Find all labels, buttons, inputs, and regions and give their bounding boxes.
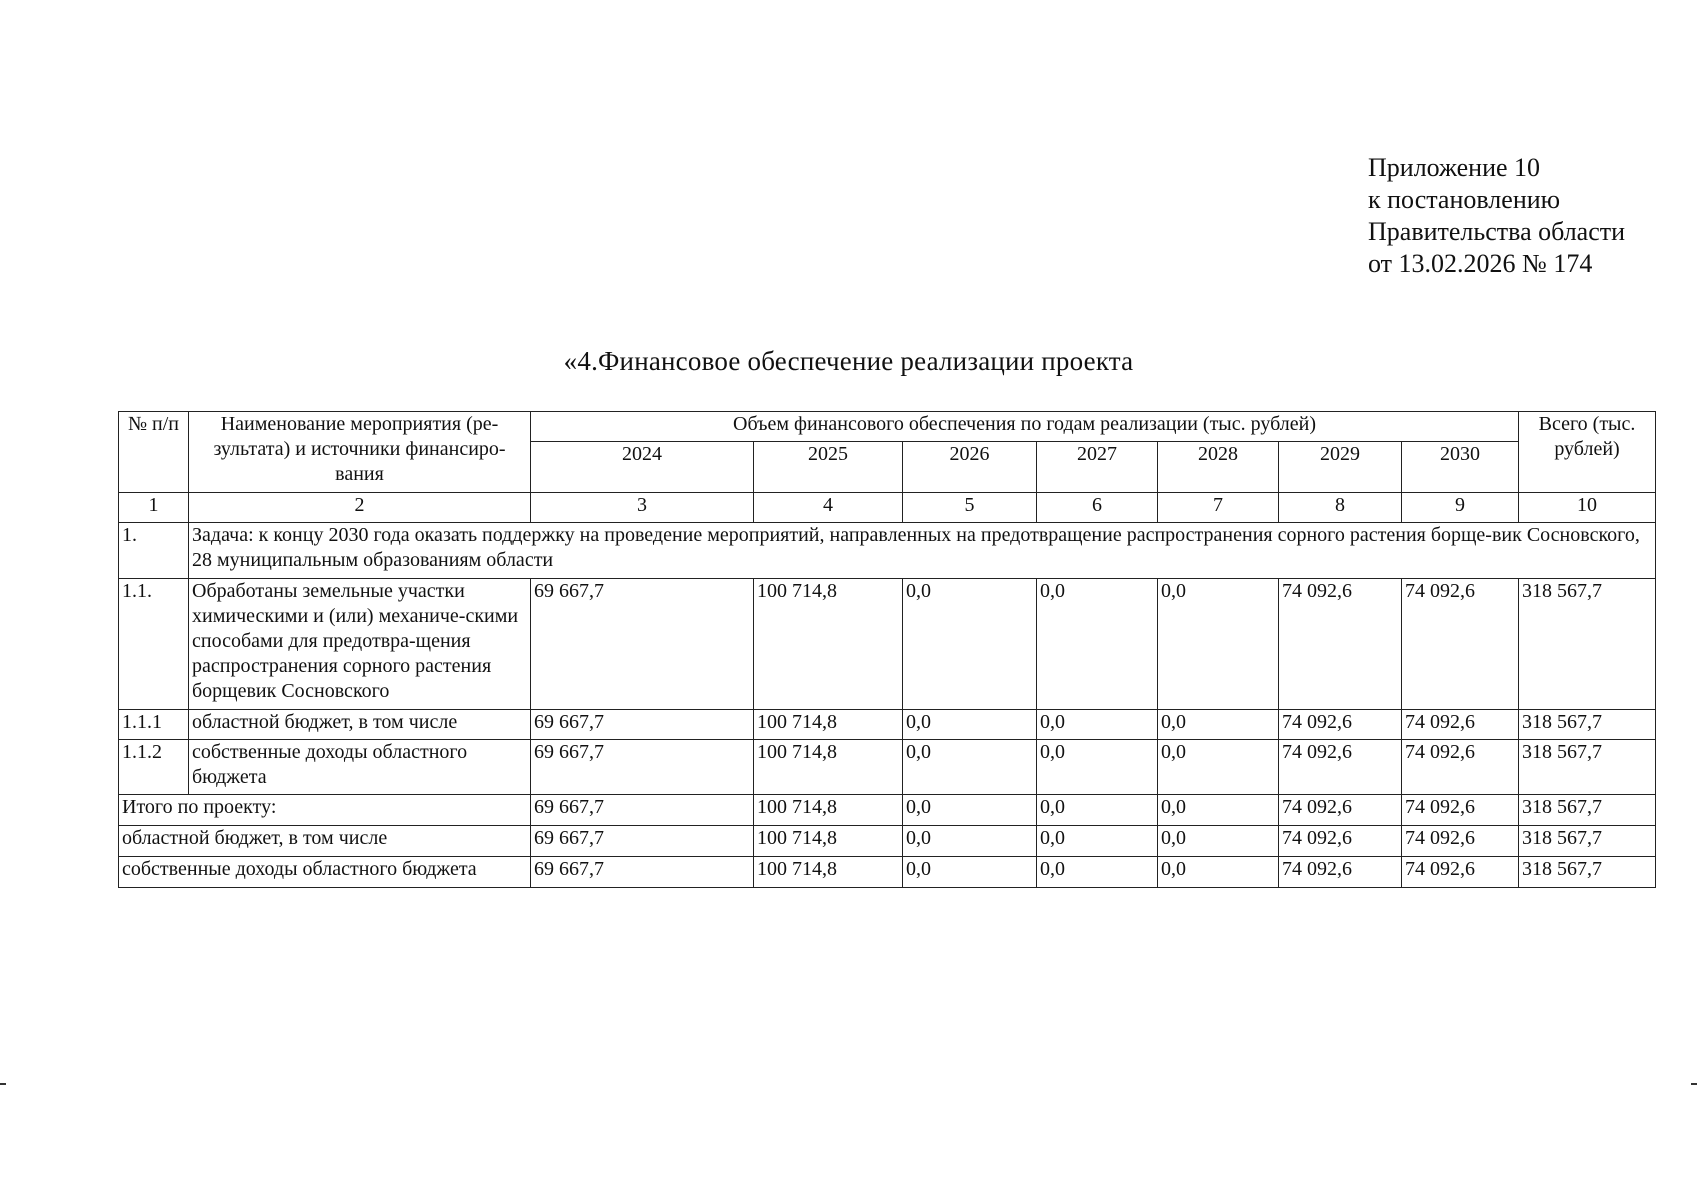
task-num: 1. — [119, 523, 189, 579]
summary-row — [119, 857, 1656, 888]
total-cell: 318 567,7 — [1519, 857, 1656, 888]
value-cell: 0,0 — [1158, 795, 1279, 826]
value-cell: 69 667,7 — [531, 710, 754, 740]
value-cell: 74 092,6 — [1402, 710, 1519, 740]
value-cell: 69 667,7 — [531, 740, 754, 795]
header-num: № п/п — [119, 412, 189, 493]
table-row — [119, 710, 1656, 740]
financing-table — [118, 411, 1656, 888]
year-header: 2024 — [531, 442, 754, 493]
appendix-ref: к постановлению — [1368, 185, 1561, 214]
appendix-block — [1368, 152, 1625, 280]
column-index-row — [119, 493, 1656, 523]
task-row — [119, 523, 1656, 579]
total-cell: 318 567,7 — [1519, 579, 1656, 710]
column-index: 3 — [531, 493, 754, 523]
value-cell: 0,0 — [1037, 795, 1158, 826]
header-name: Наименование мероприятия (ре-зультата) и источники финансиро-вания — [189, 412, 531, 493]
value-cell: 100 714,8 — [754, 740, 903, 795]
column-index: 10 — [1519, 493, 1656, 523]
column-index: 9 — [1402, 493, 1519, 523]
value-cell: 100 714,8 — [754, 857, 903, 888]
value-cell: 0,0 — [1037, 710, 1158, 740]
appendix-title: Приложение 10 — [1368, 153, 1541, 182]
header-row — [119, 412, 1656, 442]
row-name: собственные доходы областного бюджета — [189, 740, 531, 795]
year-header: 2027 — [1037, 442, 1158, 493]
appendix-date-number: от 13.02.2026 № 174 — [1368, 249, 1593, 278]
row-num: 1.1.2 — [119, 740, 189, 795]
column-index: 5 — [903, 493, 1037, 523]
value-cell: 74 092,6 — [1402, 795, 1519, 826]
value-cell: 69 667,7 — [531, 579, 754, 710]
value-cell: 0,0 — [903, 579, 1037, 710]
value-cell: 74 092,6 — [1279, 857, 1402, 888]
header-volume: Объем финансового обеспечения по годам реализации (тыс. рублей) — [531, 412, 1519, 442]
value-cell: 0,0 — [1037, 826, 1158, 857]
total-cell: 318 567,7 — [1519, 795, 1656, 826]
value-cell: 74 092,6 — [1279, 710, 1402, 740]
year-header: 2030 — [1402, 442, 1519, 493]
value-cell: 74 092,6 — [1402, 826, 1519, 857]
total-cell: 318 567,7 — [1519, 826, 1656, 857]
summary-label: Итого по проекту: — [119, 795, 531, 826]
section-title: «4.Финансовое обеспечение реализации проекта — [563, 346, 1134, 376]
column-index: 2 — [189, 493, 531, 523]
year-header: 2029 — [1279, 442, 1402, 493]
value-cell: 0,0 — [1158, 740, 1279, 795]
value-cell: 74 092,6 — [1402, 857, 1519, 888]
row-name: Обработаны земельные участки химическими и (или) механиче-скими способами для предотвра-щения распространения сорного растения борщевик Сосновского — [189, 579, 531, 710]
value-cell: 74 092,6 — [1402, 579, 1519, 710]
value-cell: 100 714,8 — [754, 579, 903, 710]
value-cell: 0,0 — [1158, 857, 1279, 888]
appendix-authority: Правительства области — [1368, 217, 1626, 246]
year-header: 2025 — [754, 442, 903, 493]
value-cell: 0,0 — [1037, 740, 1158, 795]
column-index: 4 — [754, 493, 903, 523]
row-num: 1.1.1 — [119, 710, 189, 740]
value-cell: 0,0 — [1158, 710, 1279, 740]
column-index: 1 — [119, 493, 189, 523]
value-cell: 0,0 — [1037, 857, 1158, 888]
value-cell: 74 092,6 — [1402, 740, 1519, 795]
task-text: Задача: к концу 2030 года оказать поддержку на проведение мероприятий, направленных на предотвращение распространения сорного растения борще-вик Сосновского, 28 муниципальным образованиям области — [189, 523, 1656, 579]
value-cell: 0,0 — [903, 740, 1037, 795]
value-cell: 0,0 — [1158, 579, 1279, 710]
summary-row — [119, 795, 1656, 826]
value-cell: 100 714,8 — [754, 795, 903, 826]
value-cell: 74 092,6 — [1279, 740, 1402, 795]
total-cell: 318 567,7 — [1519, 710, 1656, 740]
summary-label: собственные доходы областного бюджета — [119, 857, 531, 888]
value-cell: 0,0 — [1037, 579, 1158, 710]
value-cell: 74 092,6 — [1279, 579, 1402, 710]
left-margin-mark — [0, 1083, 6, 1085]
column-index: 6 — [1037, 493, 1158, 523]
row-num: 1.1. — [119, 579, 189, 710]
total-cell: 318 567,7 — [1519, 740, 1656, 795]
table-row — [119, 740, 1656, 795]
table-row — [119, 579, 1656, 710]
header-total: Всего (тыс. рублей) — [1519, 412, 1656, 493]
value-cell: 0,0 — [1158, 826, 1279, 857]
value-cell: 69 667,7 — [531, 857, 754, 888]
value-cell: 100 714,8 — [754, 826, 903, 857]
summary-label: областной бюджет, в том числе — [119, 826, 531, 857]
value-cell: 0,0 — [903, 710, 1037, 740]
value-cell: 0,0 — [903, 795, 1037, 826]
summary-row — [119, 826, 1656, 857]
right-margin-mark — [1691, 1083, 1697, 1085]
value-cell: 69 667,7 — [531, 826, 754, 857]
row-name: областной бюджет, в том числе — [189, 710, 531, 740]
value-cell: 74 092,6 — [1279, 826, 1402, 857]
year-header: 2026 — [903, 442, 1037, 493]
value-cell: 74 092,6 — [1279, 795, 1402, 826]
column-index: 8 — [1279, 493, 1402, 523]
value-cell: 0,0 — [903, 826, 1037, 857]
value-cell: 69 667,7 — [531, 795, 754, 826]
year-header: 2028 — [1158, 442, 1279, 493]
column-index: 7 — [1158, 493, 1279, 523]
value-cell: 0,0 — [903, 857, 1037, 888]
value-cell: 100 714,8 — [754, 710, 903, 740]
